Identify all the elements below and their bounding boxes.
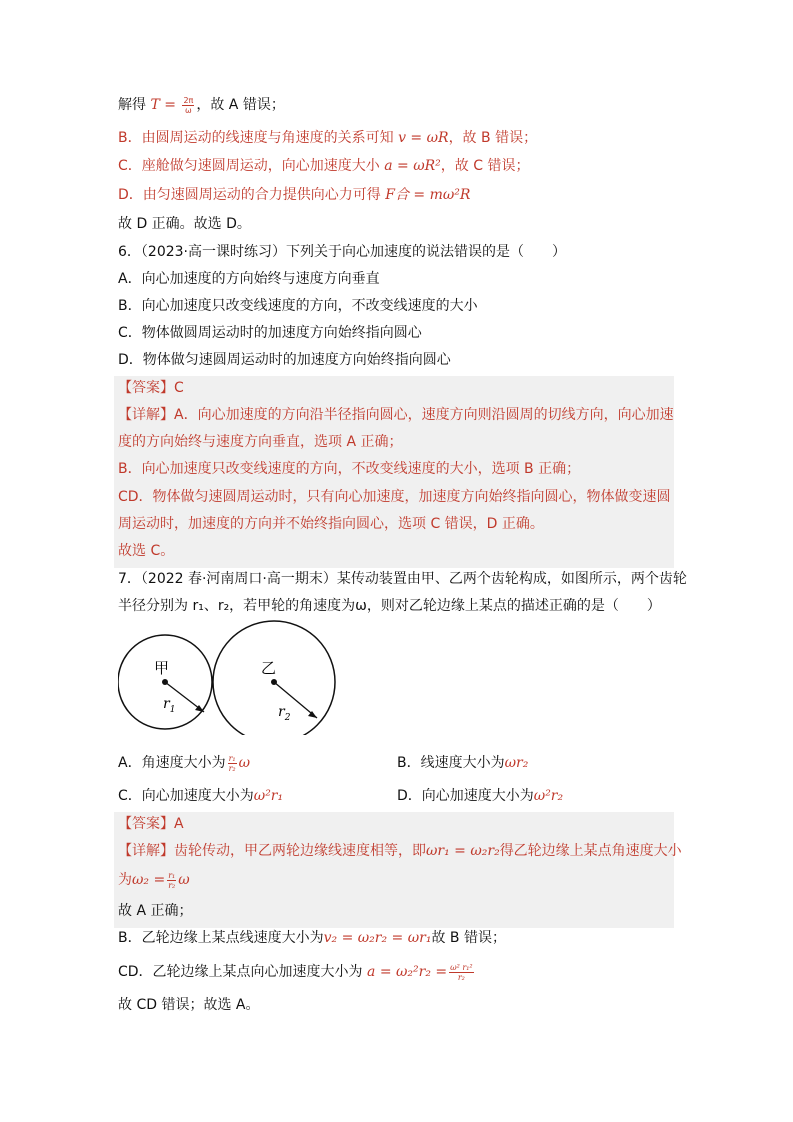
math: a = ωR²	[384, 158, 441, 174]
text: 故 D 正确。故选 D。	[118, 216, 251, 232]
label-r2	[278, 704, 291, 723]
q7-detail-3: 故 A 正确；	[118, 903, 193, 919]
solution-line-2	[118, 128, 537, 148]
math: a = ω₂²r₂ =	[367, 964, 448, 980]
math: ωr₁ = ω₂r₂	[426, 843, 500, 859]
q7-option-d	[397, 786, 563, 806]
text: D．向心加速度大小为	[397, 788, 534, 804]
fraction-2pi-omega: $\frac{2\pi}{\omega}$	[183, 95, 194, 115]
math: ω	[238, 755, 251, 771]
text: ，故 C 错误；	[440, 158, 530, 174]
q6-detail-1: 【详解】A．向心加速度的方向沿半径指向圆心，速度方向则沿圆周的切线方向，向心加速	[118, 407, 674, 423]
q7-answer: 【答案】A	[118, 816, 184, 832]
gear-diagram	[118, 620, 338, 735]
text: B．由圆周运动的线速度与角速度的关系可知	[118, 130, 394, 146]
solution-line-3	[118, 156, 529, 176]
label-r2-sub: 2	[284, 713, 291, 723]
math: ω₂ =	[132, 872, 166, 888]
math: ωr₂	[504, 755, 529, 771]
math-T: T =	[150, 97, 176, 113]
fraction-r1-r2-b: $\frac{\text{r₁}}{\text{r₂}}$	[168, 870, 176, 890]
q7-detail-1	[118, 841, 682, 861]
q6-detail-5: 周运动时，加速度的方向并不始终指向圆心，选项 C 错误，D 正确。	[118, 516, 544, 532]
text: B．乙轮边缘上某点线速度大小为	[118, 930, 324, 946]
math: ω²r₁	[253, 788, 284, 804]
math: v = ωR	[398, 130, 449, 146]
q6-stem: 6．（2023·高一课时练习）下列关于向心加速度的说法错误的是（ ）	[118, 244, 566, 260]
text: C．座舱做匀速圆周运动，向心加速度大小	[118, 158, 380, 174]
q6-detail-4: CD．物体做匀速圆周运动时，只有向心加速度，加速度方向始终指向圆心，物体做变速圆	[118, 489, 671, 505]
text: 得乙轮边缘上某点角速度大小	[499, 843, 682, 859]
label-r1-r: r	[163, 696, 170, 712]
math: ω²r₂	[533, 788, 564, 804]
text: 【详解】齿轮传动，甲乙两轮边缘线速度相等，即	[118, 843, 426, 859]
label-r2-r: r	[278, 704, 285, 720]
q7-answer-box	[114, 812, 674, 928]
q6-option-c: C．物体做圆周运动时的加速度方向始终指向圆心	[118, 325, 422, 341]
q7-detail-6: 故 CD 错误；故选 A。	[118, 997, 260, 1013]
solution-line-1	[118, 95, 285, 115]
q6-option-a: A．向心加速度的方向始终与速度方向垂直	[118, 271, 380, 287]
math: v₂ = ω₂r₂ = ωr₁	[323, 930, 432, 946]
q7-detail-2	[118, 870, 190, 890]
q7-detail-5	[118, 962, 476, 982]
q6-detail-6: 故选 C。	[118, 543, 175, 559]
q7-stem-2: 半径分别为 r₁、r₂，若甲轮的角速度为ω，则对乙轮边缘上某点的描述正确的是（ ）	[118, 598, 661, 614]
label-r1-sub: 1	[169, 705, 176, 715]
label-yi: 乙	[261, 659, 277, 677]
fraction-r1-r2: $\frac{\text{r₁}}{\text{r₂}}$	[228, 753, 236, 773]
solution-line-4	[118, 185, 470, 205]
q7-detail-4	[118, 928, 506, 948]
q6-answer: 【答案】C	[118, 380, 184, 396]
text: 为	[118, 872, 132, 888]
text: 解得	[118, 97, 146, 113]
q7-stem-1: 7．（2022 春·河南周口·高一期末）某传动装置由甲、乙两个齿轮构成，如图所示，两个齿轮	[118, 571, 687, 587]
text: CD．乙轮边缘上某点向心加速度大小为	[118, 964, 363, 980]
text: C．向心加速度大小为	[118, 788, 254, 804]
q6-option-d: D．物体做匀速圆周运动时的加速度方向始终指向圆心	[118, 352, 451, 368]
math: F合 = mω²R	[385, 187, 471, 203]
q6-detail-3: B．向心加速度只改变线速度的方向，不改变线速度的大小，选项 B 正确；	[118, 461, 581, 477]
label-jia: 甲	[154, 659, 170, 677]
math: ω	[178, 872, 190, 888]
solution-line-5	[118, 214, 251, 234]
text: B．线速度大小为	[397, 755, 505, 771]
q7-option-c	[118, 786, 283, 806]
text: A．角速度大小为	[118, 755, 226, 771]
label-r1	[163, 696, 175, 715]
text: 故 B 错误；	[431, 930, 506, 946]
text: D．由匀速圆周运动的合力提供向心力可得	[118, 187, 381, 203]
text: ，故 B 错误；	[448, 130, 538, 146]
q7-option-b	[397, 753, 528, 773]
text: ，故 A 错误；	[196, 97, 285, 113]
q6-detail-2: 度的方向始终与速度方向垂直，选项 A 正确；	[118, 434, 403, 450]
q7-option-a	[118, 753, 250, 773]
q6-option-b: B．向心加速度只改变线速度的方向，不改变线速度的大小	[118, 298, 478, 314]
fraction-omega-r1-r2: $\frac{\text{ω² r₁²}}{\text{r₂}}$	[450, 962, 473, 982]
